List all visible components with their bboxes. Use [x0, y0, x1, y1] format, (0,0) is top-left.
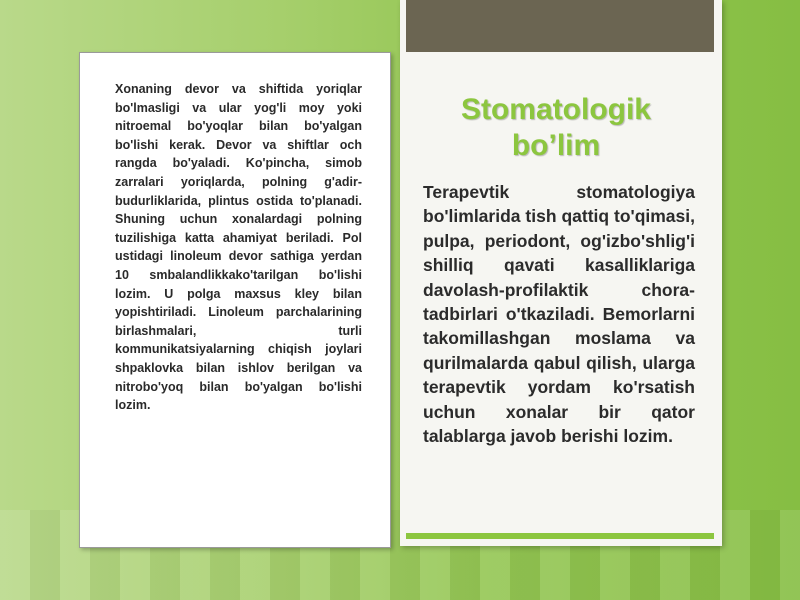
left-paragraph: Xonaning devor va shiftida yoriqlar bo'lmasligi va ular yog'li moy yoki nitroemal bo'yoqlar bilan bo'yalgan bo'lishi kerak. Devor va shiftlar och rangda bo'yaladi. Ko'pincha, simob zarralari yoriqlarda, polning g'adir-budurliklarida, plintus ostida to'planadi. Shuning uchun xonalardagi polning tuzilishiga katta ahamiyat beriladi. Pol ustidagi linoleum devor sathiga yerdan 10 smbalandlikkako'tarilgan bo'lishi lozim. U polga maxsus kley bilan yopishtiriladi. Linoleum parchalarining birlashmalari, turli kommunikatsiyalarning chiqish joylari shpaklovka bilan ishlov berilgan va nitrobo'yoq bilan bo'yalgan bo'lishi lozim.	[115, 82, 362, 413]
right-content-panel	[400, 0, 722, 546]
slide-title	[420, 92, 692, 164]
left-text-panel	[79, 52, 391, 548]
title-line-1: Stomatologik	[460, 93, 651, 126]
accent-bar	[406, 533, 714, 539]
right-paragraph: Terapevtik stomatologiya bo'limlarida tish qattiq to'qimasi, pulpa, periodont, og'izbo'shlig'i shilliq qavati kasalliklariga davolash-profilaktik chora-tadbirlari o'tkaziladi. Bemorlarni takomillashgan moslama va qurilmalarda qabul qilish, ularga terapevtik yordam ko'rsatish uchun xonalar bir qator talablarga javob berishi lozim.	[423, 182, 695, 447]
header-bar	[406, 0, 714, 52]
title-line-2: bo’lim	[511, 129, 601, 162]
